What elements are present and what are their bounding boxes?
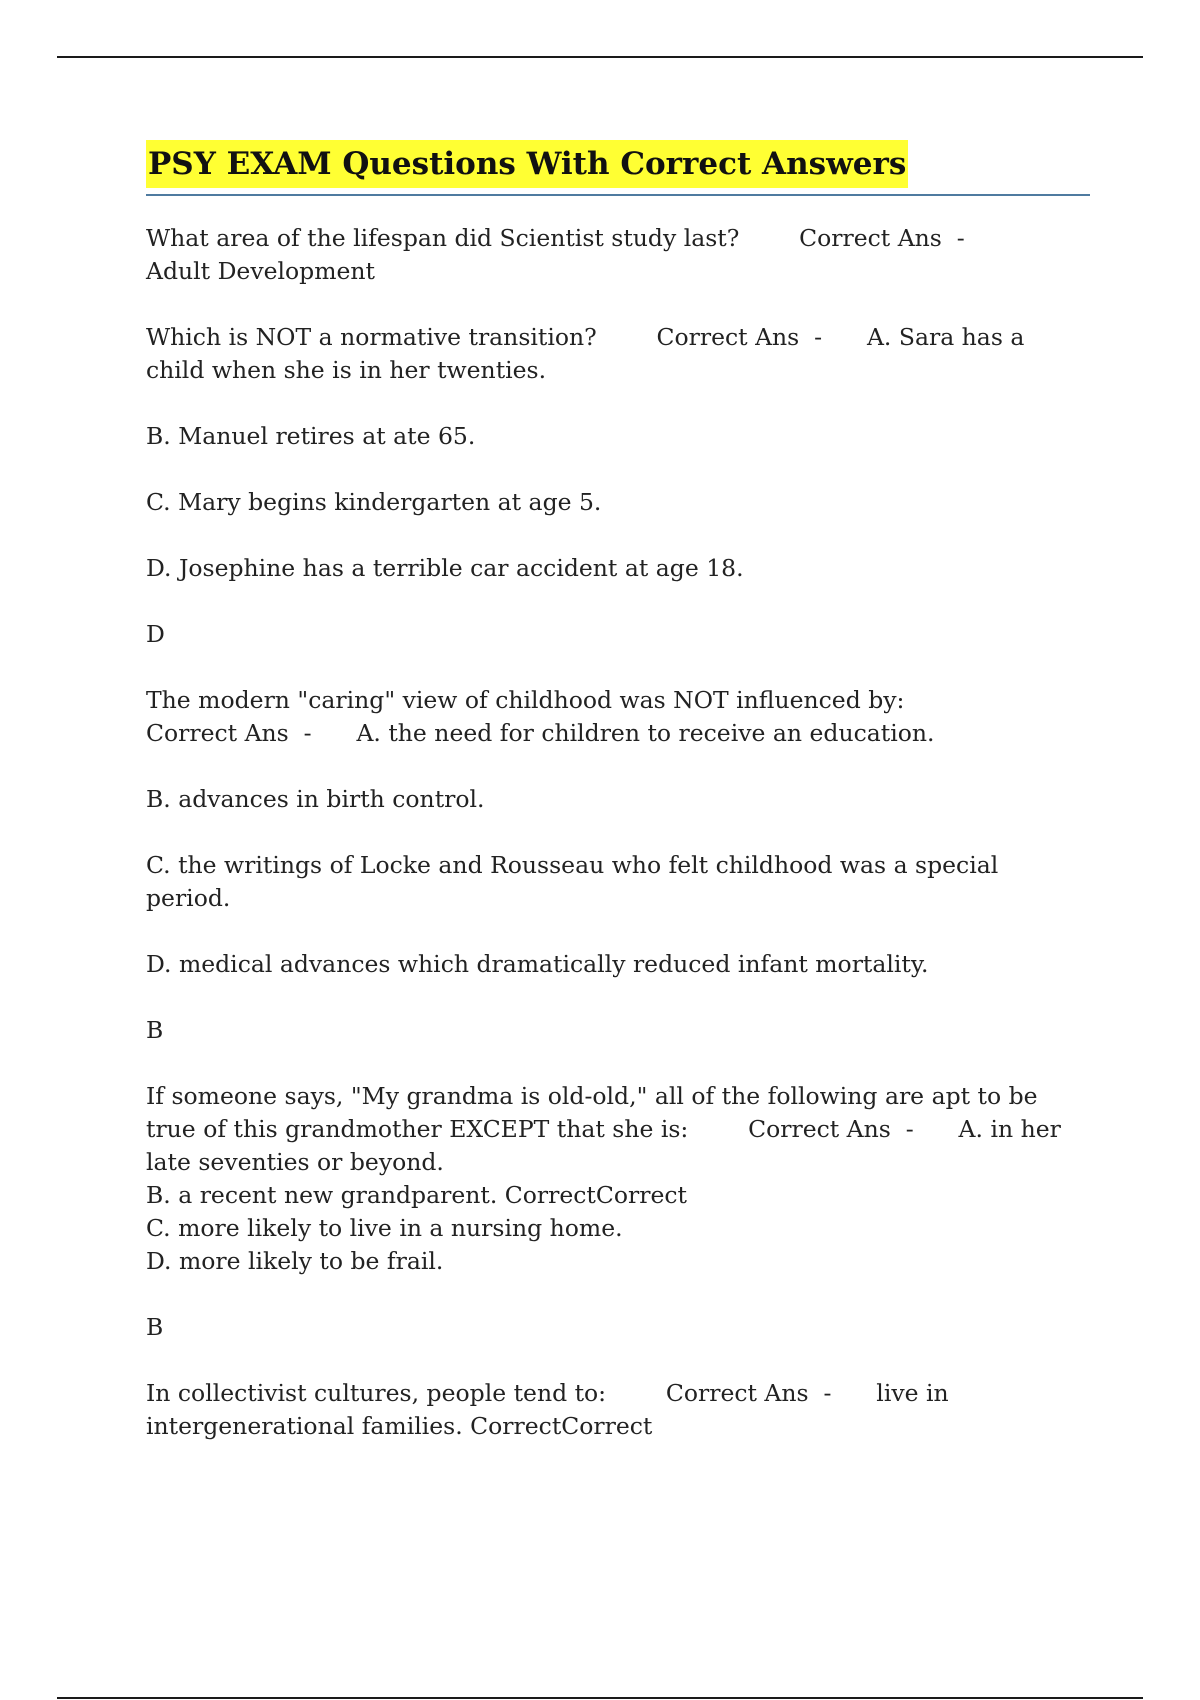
text-line: D. more likely to be frail. <box>146 1247 444 1275</box>
text-line: D. Josephine has a terrible car accident at age 18. <box>146 554 744 582</box>
text-line: C. more likely to live in a nursing home. <box>146 1214 623 1242</box>
text-paragraph <box>146 684 1090 750</box>
text-line: late seventies or beyond. <box>146 1148 444 1176</box>
text-paragraph <box>146 486 1090 519</box>
text-line: The modern "caring" view of childhood was NOT influenced by: <box>146 686 905 714</box>
text-line: period. <box>146 884 231 912</box>
text-line: true of this grandmother EXCEPT that she is: Correct Ans - A. in her <box>146 1115 1061 1143</box>
text-paragraph <box>146 1080 1090 1278</box>
text-line: B. a recent new grandparent. CorrectCorrect <box>146 1181 687 1209</box>
title-block <box>146 140 1090 196</box>
text-paragraph <box>146 321 1090 387</box>
text-line: intergenerational families. CorrectCorrect <box>146 1412 653 1440</box>
text-line: What area of the lifespan did Scientist study last? Correct Ans - <box>146 224 965 252</box>
text-paragraph <box>146 1311 1090 1344</box>
text-paragraph <box>146 783 1090 816</box>
text-line: In collectivist cultures, people tend to: Correct Ans - live in <box>146 1379 949 1407</box>
text-line: D <box>146 620 165 648</box>
text-line: B <box>146 1016 164 1044</box>
text-paragraph <box>146 849 1090 915</box>
document-title: PSY EXAM Questions With Correct Answers <box>146 140 908 188</box>
text-paragraph <box>146 1014 1090 1047</box>
text-line: C. Mary begins kindergarten at age 5. <box>146 488 602 516</box>
document-body <box>146 140 1090 1476</box>
text-paragraph <box>146 948 1090 981</box>
text-paragraph <box>146 552 1090 585</box>
page-bottom-rule <box>57 1697 1143 1699</box>
text-line: B. Manuel retires at ate 65. <box>146 422 476 450</box>
text-line: child when she is in her twenties. <box>146 356 547 384</box>
text-paragraph <box>146 222 1090 288</box>
text-line: C. the writings of Locke and Rousseau who felt childhood was a special <box>146 851 999 879</box>
text-paragraph <box>146 420 1090 453</box>
text-line: Which is NOT a normative transition? Correct Ans - A. Sara has a <box>146 323 1025 351</box>
question-list <box>146 222 1090 1443</box>
text-line: B <box>146 1313 164 1341</box>
text-paragraph <box>146 618 1090 651</box>
text-line: If someone says, "My grandma is old-old," all of the following are apt to be <box>146 1082 1038 1110</box>
text-line: B. advances in birth control. <box>146 785 485 813</box>
text-line: D. medical advances which dramatically reduced infant mortality. <box>146 950 929 978</box>
page-top-rule <box>57 56 1143 58</box>
text-line: Adult Development <box>146 257 375 285</box>
text-line: Correct Ans - A. the need for children to receive an education. <box>146 719 935 747</box>
text-paragraph <box>146 1377 1090 1443</box>
